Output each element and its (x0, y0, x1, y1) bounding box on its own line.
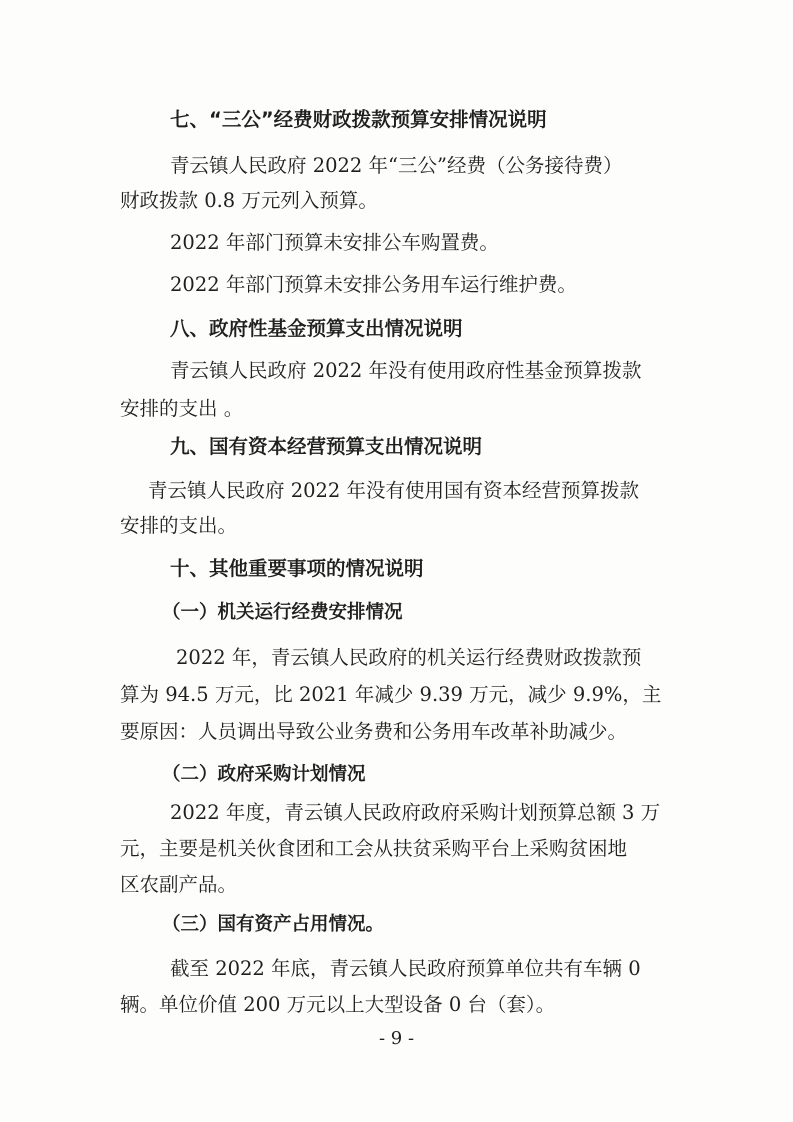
page-number: - 9 - (378, 1028, 415, 1049)
section-10-heading: 十、其他重要事项的情况说明 (170, 557, 424, 580)
subsection-2-heading: （二）政府采购计划情况 (162, 764, 366, 785)
subsection-1-line-3: 要原因：人员调出导致公业务费和公务用车改革补助减少。 (120, 720, 628, 743)
subsection-3-line-2: 辆。单位价值 200 万元以上大型设备 0 台（套）。 (120, 993, 556, 1016)
section-9-line-1: 青云镇人民政府 2022 年没有使用国有资本经营预算拨款 (148, 479, 640, 502)
section-8-heading: 八、政府性基金预算支出情况说明 (170, 317, 463, 340)
section-7-heading: 七、“三公”经费财政拨款预算安排情况说明 (170, 108, 547, 131)
subsection-2-line-2: 元，主要是机关伙食团和工会从扶贫采购平台上采购贫困地 (120, 837, 628, 860)
subsection-2-line-3: 区农副产品。 (120, 873, 238, 896)
section-8-line-1: 青云镇人民政府 2022 年没有使用政府性基金预算拨款 (170, 359, 642, 382)
subsection-1-line-2: 算为 94.5 万元，比 2021 年减少 9.39 万元，减少 9.9%，主 (120, 683, 662, 706)
subsection-3-heading: （三）国有资产占用情况。 (162, 914, 385, 935)
section-7-line-2: 财政拨款 0.8 万元列入预算。 (120, 189, 378, 212)
section-9-line-2: 安排的支出。 (120, 514, 238, 537)
section-7-line-1: 青云镇人民政府 2022 年“三公”经费（公务接待费） (170, 154, 623, 177)
section-7-line-3: 2022 年部门预算未安排公车购置费。 (170, 231, 499, 254)
section-7-line-4: 2022 年部门预算未安排公务用车运行维护费。 (170, 273, 577, 296)
subsection-1-line-1: 2022 年，青云镇人民政府的机关运行经费财政拨款预 (176, 646, 642, 669)
subsection-1-heading: （一）机关运行经费安排情况 (162, 602, 403, 623)
section-9-heading: 九、国有资本经营预算支出情况说明 (170, 435, 483, 458)
section-8-line-2: 安排的支出 。 (120, 397, 244, 420)
subsection-3-line-1: 截至 2022 年底，青云镇人民政府预算单位共有车辆 0 (170, 957, 641, 980)
subsection-2-line-1: 2022 年度，青云镇人民政府政府采购计划预算总额 3 万 (170, 801, 661, 824)
